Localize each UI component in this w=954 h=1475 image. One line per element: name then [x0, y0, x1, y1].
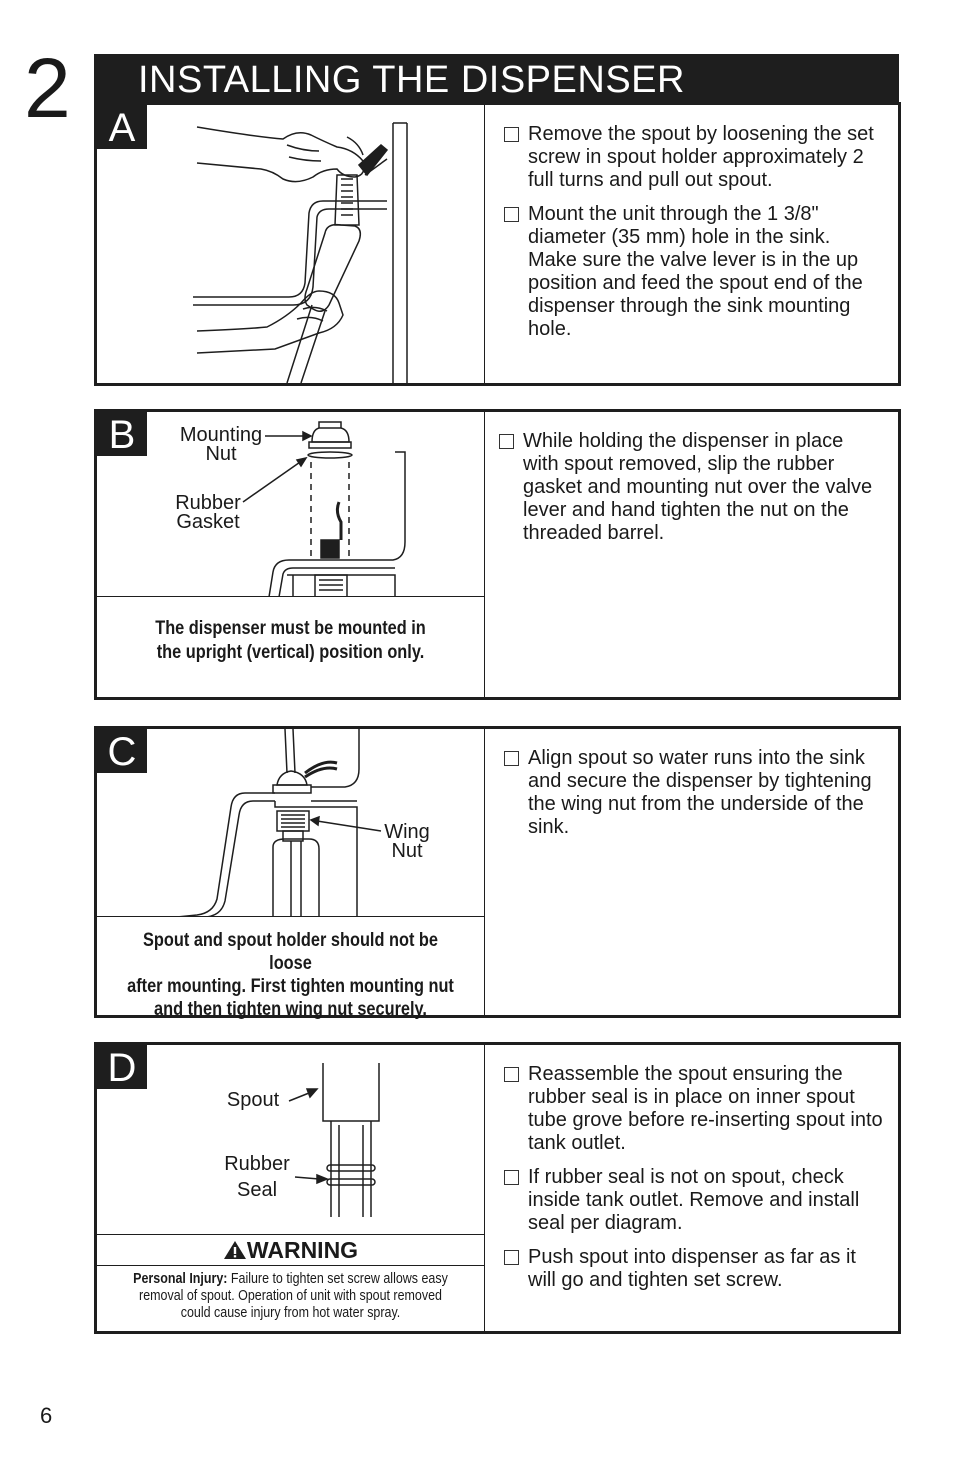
note-line: the upright (vertical) position only. — [156, 642, 425, 663]
step-item — [502, 747, 884, 839]
label-wing-nut — [377, 823, 437, 861]
label-mounting-nut — [171, 426, 271, 464]
panel-divider — [484, 412, 485, 697]
step-text: Push spout into dispenser as far as it will go and tighten set screw. — [528, 1246, 856, 1291]
panel-d-letter: D — [97, 1045, 147, 1089]
warning-line — [124, 1271, 457, 1288]
panel-a-steps — [502, 123, 884, 352]
label-line: Gasket — [176, 511, 240, 533]
panel-a-letter: A — [97, 105, 147, 149]
step-text: If rubber seal is not on spout, check inside tank outlet. Remove and install seal per diagram. — [528, 1166, 860, 1234]
panel-b-note — [97, 596, 484, 694]
panel-b — [94, 409, 901, 700]
warning-lead: Personal Injury: — [133, 1271, 228, 1287]
panel-divider — [484, 105, 485, 383]
panel-c-letter: C — [97, 729, 147, 773]
label-rubber-seal — [215, 1151, 299, 1203]
section-title: INSTALLING THE DISPENSER — [138, 59, 685, 101]
step-item — [502, 203, 884, 341]
checkbox-icon — [504, 1170, 519, 1185]
step-item — [497, 430, 884, 545]
step-item — [502, 123, 884, 192]
panel-a — [94, 102, 901, 386]
step-number: 2 — [24, 41, 71, 135]
warning-line: removal of spout. Operation of unit with spout removed — [139, 1288, 442, 1304]
label-line: Rubber — [224, 1153, 290, 1175]
panel-b-steps — [497, 430, 884, 556]
checkbox-icon — [504, 751, 519, 766]
panel-divider — [484, 1045, 485, 1331]
step-item — [502, 1063, 884, 1155]
checkbox-icon — [504, 1067, 519, 1082]
panel-d — [94, 1042, 901, 1334]
note-line: Spout and spout holder should not be loose — [142, 930, 439, 974]
panel-d-steps — [502, 1063, 884, 1303]
label-rubber-gasket — [163, 494, 253, 532]
note-line: after mounting. First tighten mounting nut — [127, 976, 454, 997]
warning-triangle-icon — [223, 1240, 247, 1260]
warning-text: Failure to tighten set screw allows easy — [230, 1271, 448, 1287]
label-line: Rubber — [175, 492, 241, 514]
step-text: Remove the spout by loosening the set screw in spout holder approximately 2 full turns and pull out spout. — [528, 123, 874, 191]
panel-c — [94, 726, 901, 1018]
label-line: Nut — [205, 443, 237, 465]
figure-a-hands-mounting-dispenser — [97, 105, 484, 383]
label-line: Mounting — [179, 424, 263, 446]
warning-title: WARNING — [246, 1237, 359, 1263]
checkbox-icon — [504, 207, 519, 222]
label-line: Wing — [384, 821, 430, 843]
label-line: Nut — [391, 840, 423, 862]
warning-body — [97, 1271, 484, 1322]
panel-c-steps — [502, 747, 884, 850]
step-text: Align spout so water runs into the sink and secure the dispenser by tightening the wing nut from the underside of the sink. — [528, 747, 872, 838]
page-number: 6 — [40, 1403, 53, 1428]
checkbox-icon — [499, 434, 514, 449]
step-text: Reassemble the spout ensuring the rubber seal is in place on inner spout tube grove before re-inserting spout into tank outlet. — [528, 1063, 883, 1154]
panel-c-note — [97, 916, 484, 1020]
note-line: and then tighten wing nut securely. — [154, 999, 427, 1020]
label-line: Spout — [226, 1089, 280, 1111]
step-item — [502, 1166, 884, 1235]
checkbox-icon — [504, 127, 519, 142]
step-text: Mount the unit through the 1 3/8" diameter (35 mm) hole in the sink. Make sure the valve lever is in the up position and feed the spout end of the dispenser through the sink mounting hole. — [528, 203, 863, 340]
section-title-bar — [94, 54, 899, 102]
note-line: The dispenser must be mounted in — [155, 618, 426, 639]
label-line: Seal — [236, 1179, 278, 1201]
figure-b-mounting-nut-gasket — [97, 412, 484, 597]
step-item — [502, 1246, 884, 1292]
warning-line: could cause injury from hot water spray. — [180, 1305, 401, 1321]
checkbox-icon — [504, 1250, 519, 1265]
warning-header — [97, 1234, 484, 1266]
panel-divider — [484, 729, 485, 1015]
figure-d-spout-rubber-seal — [97, 1045, 484, 1235]
label-spout — [219, 1091, 287, 1110]
panel-b-letter: B — [97, 412, 147, 456]
step-text: While holding the dispenser in place with spout removed, slip the rubber gasket and mounting nut over the valve lever and hand tighten the nut on the threaded barrel. — [523, 430, 873, 544]
